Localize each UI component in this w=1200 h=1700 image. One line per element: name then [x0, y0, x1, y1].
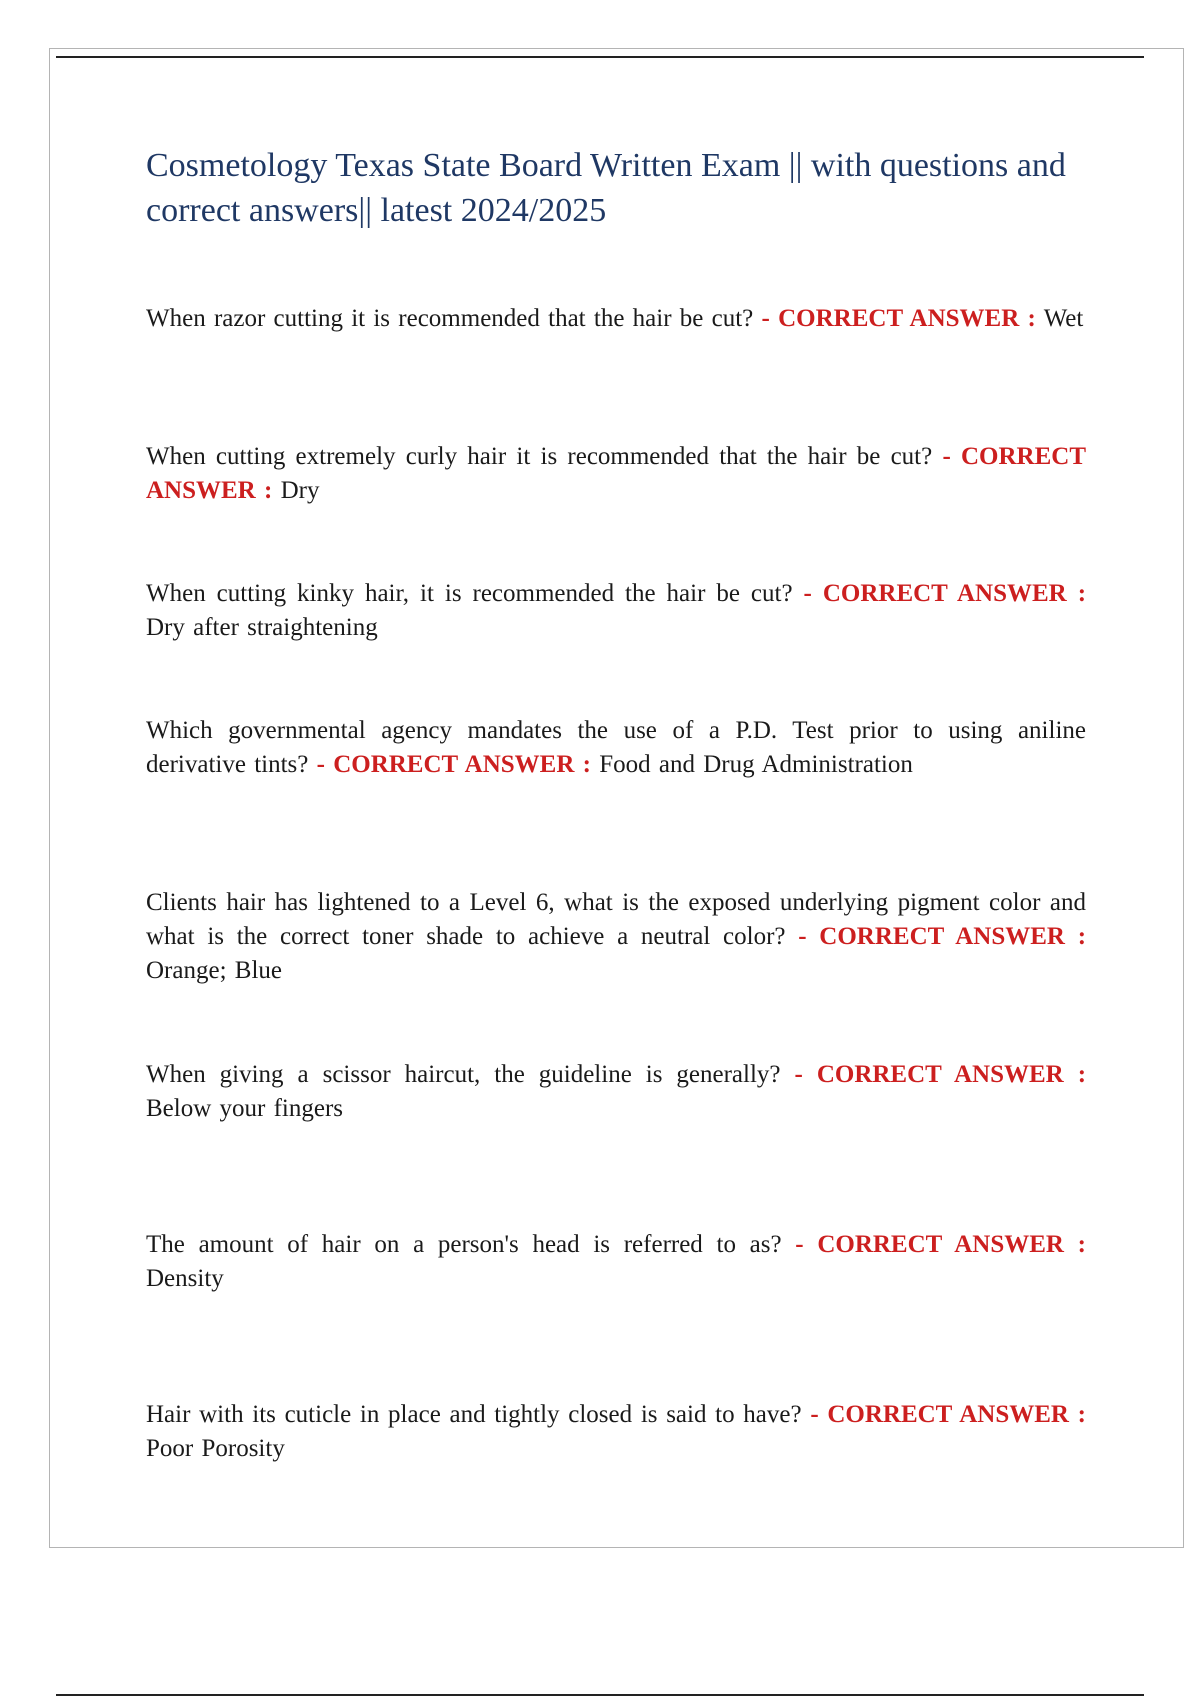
answer-colon: : [582, 751, 591, 778]
answer-label: CORRECT ANSWER [817, 1231, 1064, 1258]
answer-label: CORRECT ANSWER [146, 443, 1086, 504]
question-text: When cutting kinky hair, it is recommended the hair be cut? [146, 580, 793, 607]
question-text: When giving a scissor haircut, the guideline is generally? [146, 1061, 781, 1088]
bottom-rule [56, 1694, 1144, 1696]
answer-text: Dry after straightening [146, 614, 378, 641]
answer-text: Density [146, 1265, 224, 1292]
answer-separator: - [316, 751, 325, 778]
answer-separator: - [795, 1231, 804, 1258]
qa-item-4 [146, 714, 1086, 782]
qa-item-1 [146, 302, 1086, 336]
question-text: The amount of hair on a person's head is referred to as? [146, 1231, 782, 1258]
answer-label: CORRECT ANSWER [333, 751, 575, 778]
answer-text: Poor Porosity [146, 1435, 285, 1462]
qa-item-7 [146, 1228, 1086, 1296]
question-text: When cutting extremely curly hair it is recommended that the hair be cut? [146, 443, 933, 470]
answer-separator: - [942, 443, 951, 470]
page-frame [49, 48, 1184, 1548]
question-text: Hair with its cuticle in place and tightly closed is said to have? [146, 1401, 802, 1428]
answer-colon: : [1077, 1231, 1086, 1258]
qa-item-8 [146, 1398, 1086, 1466]
answer-label: CORRECT ANSWER [816, 1061, 1064, 1088]
qa-item-5 [146, 886, 1086, 988]
question-text: Clients hair has lightened to a Level 6, what is the exposed underlying pigment color and what is the correct toner shade to achieve a neutral color? [146, 889, 1086, 950]
answer-colon: : [1077, 923, 1087, 950]
answer-colon: : [1077, 1401, 1086, 1428]
qa-item-3 [146, 577, 1086, 645]
answer-label: CORRECT ANSWER [822, 580, 1067, 607]
answer-label: CORRECT ANSWER [778, 305, 1020, 332]
qa-item-6 [146, 1058, 1086, 1126]
question-text: When razor cutting it is recommended that the hair be cut? [146, 305, 754, 332]
answer-colon: : [264, 477, 273, 504]
answer-separator: - [761, 305, 770, 332]
answer-text: Food and Drug Administration [599, 751, 913, 778]
answer-separator: - [810, 1401, 819, 1428]
top-rule [56, 56, 1144, 58]
answer-label: CORRECT ANSWER [819, 923, 1065, 950]
answer-text: Below your fingers [146, 1095, 344, 1122]
answer-text: Orange; Blue [146, 957, 282, 984]
answer-label: CORRECT ANSWER [827, 1401, 1069, 1428]
answer-colon: : [1027, 305, 1036, 332]
answer-colon: : [1077, 1061, 1087, 1088]
answer-separator: - [798, 923, 807, 950]
answer-colon: : [1077, 580, 1087, 607]
qa-item-2 [146, 440, 1086, 508]
answer-text: Dry [280, 477, 320, 504]
answer-separator: - [794, 1061, 803, 1088]
question-text: Which governmental agency mandates the use of a P.D. Test prior to using aniline derivative tints? [146, 717, 1086, 778]
answer-text: Wet [1043, 305, 1084, 332]
answer-separator: - [803, 580, 812, 607]
document-title: Cosmetology Texas State Board Written Exam || with questions and correct answers|| latest 2024/2025 [146, 147, 1066, 229]
